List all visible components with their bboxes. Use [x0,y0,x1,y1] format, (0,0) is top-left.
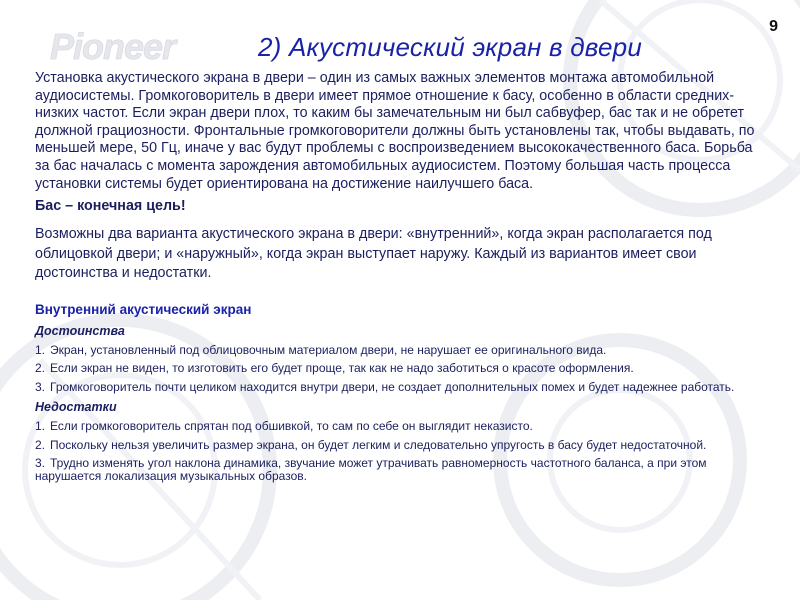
list-item [35,457,770,482]
intro-paragraph: Установка акустического экрана в двери – один из самых важных элементов монтажа автомобильной аудиосистемы. Громкоговоритель в двери имеет прямое отношение к басу, особенно в области средних-низких частот. Если экран двери плох, то каким бы замечательным ни был сабвуфер, бас так и не обретет должной грациозности. Фронтальные громкоговорители должны быть установлены так, чтобы выдавать, по меньшей мере, 50 Гц, иначе у вас будут проблемы с воспроизведением высококачественного баса. Борьба за бас началась с момента зарождения автомобильных аудиосистем. Поэтому большая часть процесса установки системы будет ориентирована на достижение наилучшего баса. [35,70,755,192]
list-item [35,439,770,452]
list-item-text: Громкоговоритель почти целиком находится внутри двери, не создает дополнительных помех и будет надежнее работать. [50,379,735,394]
slide-content [35,70,770,482]
page-number: 9 [769,18,778,35]
list-item-number: 3. [35,379,46,394]
section-title: Внутренний акустический экран [35,301,252,317]
list-item-text: Трудно изменять угол наклона динамика, звучание может утрачивать равномерность частотного баланса, а при этом нарушается локализация музыкальных образов. [35,456,707,483]
advantages-list [35,344,770,394]
list-item-number: 2. [35,361,46,376]
list-item [35,420,770,433]
list-item [35,362,770,375]
list-item-text: Поскольку нельзя увеличить размер экрана, он будет легким и следовательно упругость в басу будет недостаточной. [50,437,707,452]
list-item-number: 3. [35,456,46,471]
goal-statement: Бас – конечная цель! [35,198,186,215]
pioneer-logo [48,28,248,66]
list-item-text: Если громкоговоритель спрятан под обшивкой, то сам по себе он выглядит неказисто. [50,419,533,434]
svg-text:Pioneer: Pioneer [50,28,176,66]
advantages-heading: Достоинства [35,323,125,338]
list-item-text: Экран, установленный под облицовочным материалом двери, не нарушает ее оригинального вида. [50,342,607,357]
list-item-number: 2. [35,437,46,452]
list-item [35,344,770,357]
disadvantages-list [35,420,770,482]
disadvantages-heading: Недостатки [35,400,117,415]
list-item-number: 1. [35,419,46,434]
list-item [35,381,770,394]
variants-paragraph: Возможны два варианта акустического экрана в двери: «внутренний», когда экран располагается под облицовкой двери; и «наружный», когда экран выступает наружу. Каждый из вариантов имеет свои достоинства и недостатки. [35,226,712,282]
list-item-number: 1. [35,342,46,357]
page-title: 2) Акустический экран в двери [258,32,642,62]
list-item-text: Если экран не виден, то изготовить его будет проще, так как не надо заботиться о красоте оформления. [50,361,634,376]
